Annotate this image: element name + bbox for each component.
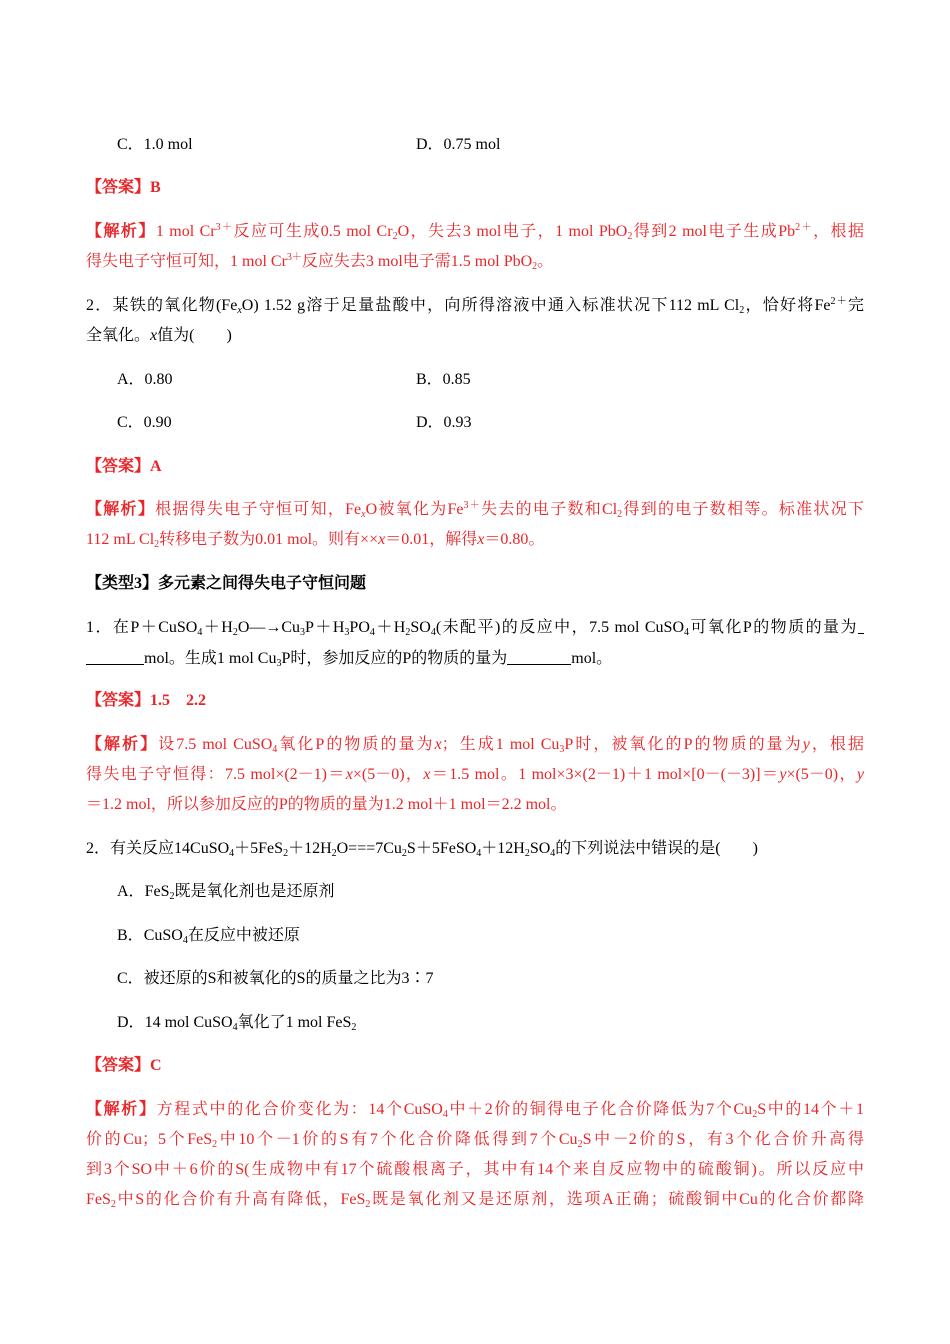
analysis-line: ＝1.2 mol，所以参加反应的P的物质的量为1.2 mol＋1 mol＝2.2 mol。 <box>86 796 567 813</box>
option-a: A．0.80 <box>117 371 173 388</box>
answer-label: 【答案】C <box>86 1057 162 1074</box>
analysis-line: 【解析】根据得失电子守恒可知，$Fe_xO$被氧化为$Fe^{3+}$失去的电子数和$Cl_2$得到的电子数相等。标准状况下 <box>86 500 864 520</box>
analysis-line: 【解析】1 mol $Cr^{3+}$反应可生成0.5 mol $Cr_2O$，失去3 mol电子，1 mol PbO$_2$得到2 mol电子生成$Pb^{2+}$，根据 <box>86 222 864 242</box>
analysis-line: 到3个SO中＋6价的S(生成物中有17个硫酸根离子，其中有14个来自反应物中的硫酸铜)。所以反应中 <box>86 1161 864 1178</box>
answer-label: 【答案】A <box>86 458 162 475</box>
option-c: C．0.90 <box>117 414 172 431</box>
answer-label: 【答案】B <box>86 179 161 196</box>
section-title: 【类型3】多元素之间得失电子守恒问题 <box>86 575 367 592</box>
question-stem: 全氧化。x值为( ) <box>86 327 232 344</box>
option-d: D．14 mol CuSO$_4$氧化了1 mol FeS$_2$ <box>117 1014 357 1033</box>
question-stem: 2．有关反应$14CuSO_4+5FeS_2+12H_2O===7Cu_2S+5FeSO_4+12H_2SO_4$的下列说法中错误的是( ) <box>86 840 758 859</box>
question-stem: mol。生成1 mol $Cu_3P$时，参加反应的P的物质的量为 mol。 <box>86 648 864 669</box>
option-b: B．CuSO$_4$在反应中被还原 <box>117 927 300 946</box>
analysis-line: 价的Cu；5个FeS$_2$中10个－1价的S有7个化合价降低得到7个$Cu_2S$中－2价的S，有3个化合价升高得 <box>86 1131 864 1150</box>
question-stem: 1．在$P+CuSO_4+H_2O—\to Cu_3P+H_3PO_4+H_2SO_4$(未配平)的反应中，7.5 mol CuSO$_4$可氧化P的物质的量为 <box>86 617 864 638</box>
option-c: C．1.0 mol <box>117 136 193 153</box>
analysis-line: FeS$_2$中S的化合价有升高有降低，FeS$_2$既是氧化剂又是还原剂，选项A正确；硫酸铜中Cu的化合价都降 <box>86 1191 864 1210</box>
answer-label: 【答案】1.5 2.2 <box>86 692 207 709</box>
analysis-line: 【解析】方程式中的化合价变化为：14个CuSO$_4$中＋2价的铜得电子化合价降低为7个$Cu_2S$中的14个＋1 <box>86 1101 864 1120</box>
option-d: D．0.93 <box>416 414 472 431</box>
question-stem: 2．某铁的氧化物$(Fe_xO)$ 1.52 g溶于足量盐酸中，向所得溶液中通入标准状况下112 mL $Cl_2$，恰好将$Fe^{2+}$完 <box>86 296 864 316</box>
analysis-line: 得失电子守恒得：7.5 mol×(2－1)＝x×(5－0)，x＝1.5 mol。1 mol×3×(2－1)＋1 mol×[0－(－3)]＝y×(5－0)，y <box>86 766 865 783</box>
analysis-line: 得失电子守恒可知，1 mol $Cr^{3+}$反应失去3 mol电子需1.5 mol PbO$_2$。 <box>86 252 554 272</box>
option-a: A．FeS$_2$既是氧化剂也是还原剂 <box>117 883 335 902</box>
option-d: D．0.75 mol <box>416 136 501 153</box>
option-c: C．被还原的S和被氧化的S的质量之比为3∶7 <box>117 970 434 987</box>
option-b: B．0.85 <box>416 371 471 388</box>
analysis-line: 【解析】设7.5 mol CuSO$_4$氧化P的物质的量为x；生成1 mol $Cu_3P$时，被氧化的P的物质的量为y，根据 <box>86 736 864 755</box>
analysis-line: 112 mL $Cl_2$转移电子数为0.01 mol。则有××x＝0.01，解得x＝0.80。 <box>86 531 545 550</box>
